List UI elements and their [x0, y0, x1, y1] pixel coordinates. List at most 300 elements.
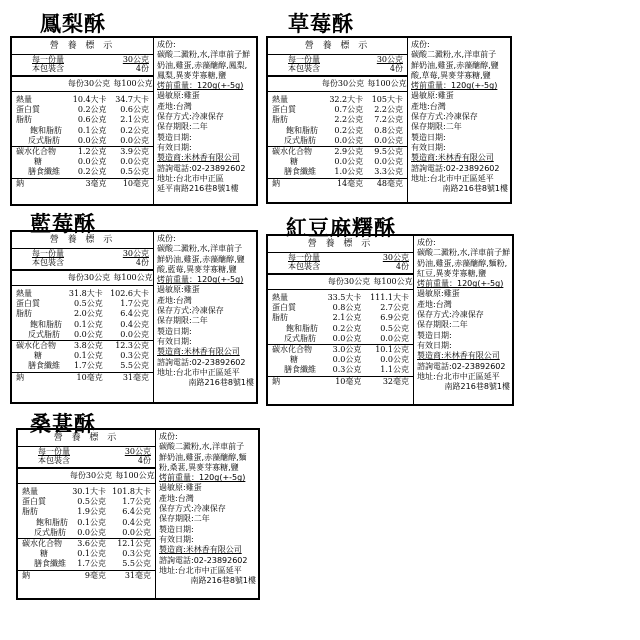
info-line: 烤前重量：120g(+-5g): [157, 81, 244, 91]
info-line: 粉,桑葚,異麥芽寡糖,鹽: [159, 462, 239, 472]
nutrient-row: [268, 95, 407, 105]
info-line: 南路216巷8號1樓: [188, 378, 254, 388]
nutrient-name: 蛋白質: [22, 497, 46, 507]
info-line: 奶油,雞蛋,赤藻醣醇,鳳梨,: [157, 60, 248, 70]
nutrient-name: 鈉: [268, 178, 324, 189]
per-serving-value: 0.1公克: [77, 549, 107, 559]
per-serving-value: 3毫克: [68, 178, 110, 189]
per-100g-value: 31毫克: [107, 372, 153, 383]
nutrient-name: 碳水化合物: [268, 345, 323, 356]
nutrient-row: [12, 361, 153, 372]
per-100g-value: 0.0公克: [122, 527, 151, 537]
per-100g-value: 9.5公克: [367, 147, 407, 158]
per-serving-value: 1.7公克: [73, 361, 103, 371]
info-line: 保存方式:冷凍保存: [417, 310, 484, 320]
nutrient-row: [12, 136, 153, 147]
per-100g-value: 0.0公克: [374, 157, 403, 167]
servings-row: 本包裝含 4份: [288, 262, 409, 271]
per-serving-value: 0.6公克: [77, 115, 107, 125]
nutrient-name: 糖: [290, 355, 298, 365]
product-title: 草莓酥: [288, 11, 354, 36]
per-100g-value: 0.5公克: [380, 323, 409, 333]
per-100g-value: 6.9公克: [380, 313, 409, 323]
column-header: 每份30公克 每100公克: [268, 77, 407, 92]
serving-size-row: 每一份量 30公克: [32, 55, 149, 64]
nutrient-row: [12, 115, 153, 125]
per-100g-value: 111.1大卡: [370, 293, 409, 302]
per-100g-value: 34.7大卡: [115, 95, 149, 104]
nutrient-row: [12, 320, 153, 330]
nutrient-row: [12, 351, 153, 361]
nutrient-row: [268, 345, 413, 356]
per-serving-value: 0.1公克: [73, 351, 103, 361]
nutrient-name: 碳水化合物: [12, 341, 66, 352]
nutrient-name: 脂肪: [272, 313, 288, 323]
nutrient-row: [12, 372, 153, 383]
per-serving-value: 0.0公克: [332, 333, 362, 343]
info-line: 南路216巷8號1樓: [190, 576, 256, 586]
nutrition-panel: [12, 38, 154, 204]
nutrient-row: [268, 303, 413, 313]
per-serving-value: 2.1公克: [332, 313, 362, 323]
per-100g-value: 0.0公克: [380, 355, 409, 365]
nutrient-name: 碳水化合物: [268, 147, 324, 158]
nutrient-row: [12, 309, 153, 319]
info-line: 製造日期:: [411, 132, 446, 142]
info-line: 奶油,雞蛋,赤藻醣醇,麵粉,: [417, 258, 508, 268]
servings-row: 本包裝含 4份: [32, 64, 149, 73]
per-100g-value: 3.9公克: [111, 147, 153, 158]
info-line: 烤前重量：120g(+-5g): [157, 275, 244, 285]
per-100g-value: 0.3公克: [122, 549, 151, 559]
per-serving-value: 0.0公克: [334, 135, 364, 145]
info-line: 鮮奶油,雞蛋,赤藻醣醇,麵: [159, 452, 247, 462]
nutrient-name: 碳水化合物: [18, 539, 70, 550]
nutrient-row: [268, 334, 413, 345]
nutrient-row: [18, 539, 155, 550]
info-line: 有效日期:: [157, 142, 192, 152]
info-line: 諮詢電話:02-23892602: [157, 163, 246, 173]
servings-row: 本包裝含 4份: [38, 456, 151, 465]
nutrient-row: [268, 365, 413, 376]
product-info: [156, 430, 258, 598]
info-line: 製造日期:: [157, 326, 192, 336]
info-line: 南路216巷8號1樓: [444, 382, 510, 392]
nutrient-name: 反式脂肪: [28, 135, 60, 145]
per-serving-value: 0.0公克: [332, 355, 362, 365]
nutrient-name: 熱量: [16, 95, 32, 104]
per-100g-value: 0.8公克: [374, 125, 403, 135]
per-serving-value: 0.1公克: [73, 319, 103, 329]
info-line: 鮮奶油,雞蛋,赤藻醣醇,鹽: [157, 254, 245, 264]
per-serving-value: 14毫克: [324, 178, 367, 189]
nutrient-name: 脂肪: [272, 115, 288, 125]
per-100g-value: 0.4公克: [120, 319, 149, 329]
info-line: 產地:台灣: [417, 299, 452, 309]
info-line: 過敏原:雞蛋: [411, 91, 454, 101]
per-serving-value: 32.2大卡: [329, 95, 364, 104]
info-line: 碳酸二澱粉,水,洋車前子鮮: [157, 50, 251, 60]
info-line: 碳酸二澱粉,水,洋車前子: [157, 244, 243, 254]
per-100g-value: 0.4公克: [122, 517, 151, 527]
serving-size-row: 每一份量 30公克: [288, 253, 409, 262]
per-100g-value: 12.3公克: [107, 341, 153, 352]
nutrient-row: [12, 95, 153, 105]
servings-row: 本包裝含 4份: [288, 64, 403, 73]
info-line: 過敏原:雞蛋: [157, 285, 200, 295]
per-100g-value: 10毫克: [111, 178, 153, 189]
per-100g-value: 0.0公克: [380, 333, 409, 343]
nutrient-row: [268, 126, 407, 136]
per-serving-value: 3.0公克: [323, 345, 365, 356]
info-line: 酸,草莓,異麥芽寡糖,鹽: [411, 70, 491, 80]
info-line: 產地:台灣: [157, 295, 192, 305]
per-serving-value: 1.7公克: [77, 559, 107, 569]
per-100g-value: 31毫克: [110, 570, 155, 581]
per-100g-value: 0.0公克: [120, 135, 149, 145]
nutrient-name: 蛋白質: [272, 303, 296, 313]
mulberry-cake-label: [16, 408, 260, 600]
nutrition-heading: 營 養 標 示: [18, 430, 155, 447]
info-line: 成份:: [159, 432, 178, 441]
info-line: 成份:: [411, 40, 430, 49]
nutrient-row: [12, 147, 153, 158]
nutrient-row: [12, 289, 153, 299]
info-line: 諮詢電話:02-23892602: [159, 555, 248, 565]
info-line: 保存方式:冷凍保存: [159, 504, 226, 514]
per-100g-value: 5.5公克: [120, 361, 149, 371]
per-serving-value: 10毫克: [323, 376, 365, 387]
nutrient-name: 飽和脂肪: [36, 517, 68, 527]
info-line: 酸,藍莓,異麥芽寡糖,鹽: [157, 264, 237, 274]
per-100g-value: 12.1公克: [110, 539, 155, 550]
product-info: [414, 236, 512, 404]
per-serving-value: 0.8公克: [332, 303, 362, 313]
nutrient-row: [268, 115, 407, 125]
per-serving-value: 0.1公克: [77, 125, 107, 135]
per-100g-value: 2.2公克: [374, 105, 403, 115]
nutrition-heading: 營 養 標 示: [268, 38, 407, 55]
nutrient-name: 蛋白質: [16, 105, 40, 115]
per-serving-value: 0.2公克: [334, 125, 364, 135]
info-line: 製造商:米林香有限公司: [411, 153, 494, 163]
nutrient-row: [268, 157, 407, 167]
per-100g-value: 1.1公克: [380, 365, 409, 375]
per-serving-value: 1.9公克: [77, 507, 107, 517]
nutrient-name: 熱量: [272, 293, 288, 302]
per-100g-value: 1.7公克: [122, 497, 151, 507]
info-line: 製造日期:: [417, 330, 452, 340]
nutrient-row: [18, 528, 155, 539]
info-line: 鮮奶油,雞蛋,赤藻醣醇,鹽: [411, 60, 499, 70]
per-100g-value: 32毫克: [365, 376, 413, 387]
per-serving-value: 0.0公克: [73, 329, 103, 339]
nutrition-heading: 營 養 標 示: [12, 38, 153, 55]
info-line: 成份:: [157, 40, 176, 49]
per-serving-value: 2.9公克: [324, 147, 367, 158]
nutrient-row: [12, 105, 153, 115]
info-line: 產地:台灣: [157, 101, 192, 111]
per-serving-value: 0.2公克: [332, 323, 362, 333]
info-line: 過敏原:雞蛋: [159, 483, 202, 493]
info-line: 紅豆,異麥芽寡糖,鹽: [417, 268, 487, 278]
servings-row: 本包裝含 4份: [32, 258, 149, 267]
nutrient-name: 膳食纖維: [284, 365, 316, 375]
nutrient-row: [268, 167, 407, 178]
info-line: 保存期限:二年: [411, 122, 462, 132]
nutrient-name: 反式脂肪: [284, 135, 316, 145]
info-line: 保存期限:二年: [157, 316, 208, 326]
per-100g-value: 102.6大卡: [110, 289, 149, 298]
info-line: 碳酸二澱粉,水,洋車前子: [411, 50, 497, 60]
info-line: 諮詢電話:02-23892602: [417, 361, 506, 371]
info-line: 成份:: [417, 238, 436, 247]
per-serving-value: 33.5大卡: [327, 293, 362, 302]
nutrient-row: [18, 518, 155, 528]
per-100g-value: 1.7公克: [120, 299, 149, 309]
red-bean-mochi-cake-label: [266, 212, 514, 406]
per-serving-value: 1.0公克: [334, 167, 364, 177]
nutrient-row: [268, 147, 407, 158]
nutrient-name: 膳食纖維: [28, 361, 60, 371]
info-line: 製造商:米林香有限公司: [159, 545, 242, 555]
blueberry-cake-label: [10, 208, 258, 404]
column-header: 每份30公克 每100公克: [12, 77, 153, 92]
label-frame: [266, 36, 512, 204]
nutrient-name: 飽和脂肪: [30, 125, 62, 135]
nutrient-row: [268, 313, 413, 323]
nutrition-table: [268, 95, 407, 189]
info-line: 製造日期:: [157, 132, 192, 142]
nutrient-row: [12, 157, 153, 167]
column-header: 每份30公克 每100公克: [268, 275, 413, 290]
info-line: 產地:台灣: [411, 101, 446, 111]
per-serving-value: 3.6公克: [70, 539, 110, 550]
per-serving-value: 0.2公克: [77, 167, 107, 177]
nutrient-row: [12, 341, 153, 352]
info-line: 過敏原:雞蛋: [417, 289, 460, 299]
product-info: [408, 38, 510, 202]
per-100g-value: 0.2公克: [120, 125, 149, 135]
per-100g-value: 10.1公克: [365, 345, 413, 356]
product-info: [154, 38, 256, 204]
nutrition-table: [12, 95, 153, 189]
info-line: 過敏原:雞蛋: [157, 91, 200, 101]
info-line: 保存期限:二年: [157, 122, 208, 132]
per-serving-value: 10.4大卡: [72, 95, 107, 104]
info-line: 烤前重量：120g(+-5g): [411, 81, 498, 91]
per-100g-value: 6.4公克: [120, 309, 149, 319]
nutrient-row: [268, 136, 407, 147]
per-100g-value: 0.3公克: [120, 351, 149, 361]
per-serving-value: 0.2公克: [77, 105, 107, 115]
per-serving-value: 2.2公克: [334, 115, 364, 125]
nutrient-name: 反式脂肪: [284, 333, 316, 343]
serving-size-row: 每一份量 30公克: [38, 447, 151, 456]
pineapple-cake-label: [10, 8, 258, 206]
per-100g-value: 0.6公克: [120, 105, 149, 115]
per-serving-value: 0.5公克: [73, 299, 103, 309]
nutrient-name: 反式脂肪: [28, 329, 60, 339]
info-line: 碳酸二澱粉,水,洋車前子鮮: [417, 248, 511, 258]
per-100g-value: 0.5公克: [120, 167, 149, 177]
nutrient-row: [12, 126, 153, 136]
per-serving-value: 1.2公克: [68, 147, 110, 158]
per-serving-value: 0.3公克: [332, 365, 362, 375]
info-line: 保存期限:二年: [159, 514, 210, 524]
product-info: [154, 232, 256, 402]
info-line: 地址:台北市中正區: [157, 173, 224, 183]
nutrient-row: [18, 507, 155, 517]
nutrient-row: [268, 324, 413, 334]
per-serving-value: 0.5公克: [77, 497, 107, 507]
info-line: 成份:: [157, 234, 176, 243]
nutrient-name: 鈉: [18, 570, 70, 581]
per-100g-value: 2.7公克: [380, 303, 409, 313]
serving-size-row: 每一份量 30公克: [32, 249, 149, 258]
label-frame: [10, 36, 258, 206]
nutrient-name: 鈉: [12, 372, 66, 383]
nutrient-name: 膳食纖維: [284, 167, 316, 177]
nutrient-name: 蛋白質: [16, 299, 40, 309]
label-frame: [16, 428, 260, 600]
nutrient-row: [18, 559, 155, 570]
info-line: 有效日期:: [417, 340, 452, 350]
nutrient-row: [18, 570, 155, 581]
nutrition-table: [18, 487, 155, 581]
info-line: 保存方式:冷凍保存: [411, 112, 478, 122]
nutrient-row: [268, 178, 407, 189]
info-line: 地址:台北市中正區延平: [159, 565, 242, 575]
per-100g-value: 0.0公克: [120, 329, 149, 339]
info-line: 製造商:米林香有限公司: [157, 347, 240, 357]
nutrient-name: 膳食纖維: [34, 559, 66, 569]
nutrient-name: 飽和脂肪: [286, 125, 318, 135]
nutrient-row: [268, 376, 413, 387]
nutrition-panel: [18, 430, 156, 598]
nutrition-panel: [12, 232, 154, 402]
label-frame: [266, 234, 514, 406]
per-serving-value: 30.1大卡: [72, 487, 107, 496]
nutrient-name: 熱量: [272, 95, 288, 104]
info-line: 延平南路216巷8號1樓: [157, 184, 239, 194]
info-line: 製造日期:: [159, 524, 194, 534]
nutrient-name: 膳食纖維: [28, 167, 60, 177]
nutrient-name: 脂肪: [22, 507, 38, 517]
info-line: 保存方式:冷凍保存: [157, 112, 224, 122]
nutrient-name: 熱量: [16, 289, 32, 298]
nutrient-row: [12, 178, 153, 189]
nutrient-row: [18, 497, 155, 507]
per-serving-value: 0.0公克: [77, 157, 107, 167]
serving-size-row: 每一份量 30公克: [288, 55, 403, 64]
per-100g-value: 0.0公克: [374, 135, 403, 145]
info-line: 地址:台北市中正區延平: [411, 173, 494, 183]
per-100g-value: 48毫克: [367, 178, 407, 189]
info-line: 鳳梨,異麥芽寡糖,鹽: [157, 70, 227, 80]
label-frame: [10, 230, 258, 404]
nutrition-panel: [268, 38, 408, 202]
product-title: 紅豆麻糬酥: [286, 215, 396, 240]
nutrient-row: [12, 330, 153, 341]
info-line: 保存期限:二年: [417, 320, 468, 330]
per-serving-value: 0.0公克: [77, 527, 107, 537]
per-100g-value: 5.5公克: [122, 559, 151, 569]
nutrition-heading: 營 養 標 示: [12, 232, 153, 249]
info-line: 製造商:米林香有限公司: [157, 153, 240, 163]
nutrient-row: [12, 299, 153, 309]
nutrient-name: 蛋白質: [272, 105, 296, 115]
nutrient-row: [268, 293, 413, 303]
nutrition-panel: [268, 236, 414, 404]
info-line: 碳酸二澱粉,水,洋車前子: [159, 442, 245, 452]
info-line: 產地:台灣: [159, 493, 194, 503]
nutrient-name: 飽和脂肪: [286, 323, 318, 333]
info-line: 地址:台北市中正區延平: [157, 367, 240, 377]
per-100g-value: 6.4公克: [122, 507, 151, 517]
per-serving-value: 0.1公克: [77, 517, 107, 527]
info-line: 諮詢電話:02-23892602: [157, 357, 246, 367]
nutrient-row: [268, 105, 407, 115]
per-serving-value: 0.0公克: [77, 135, 107, 145]
per-serving-value: 0.7公克: [334, 105, 364, 115]
column-header: 每份30公克 每100公克: [12, 271, 153, 286]
nutrient-name: 脂肪: [16, 309, 32, 319]
nutrition-table: [12, 289, 153, 383]
info-line: 地址:台北市中正區延平: [417, 371, 500, 381]
per-100g-value: 3.3公克: [374, 167, 403, 177]
strawberry-cake-label: [266, 8, 512, 204]
per-100g-value: 0.0公克: [120, 157, 149, 167]
per-serving-value: 9毫克: [70, 570, 110, 581]
nutrient-name: 鈉: [268, 376, 323, 387]
info-line: 烤前重量：120g(+-5g): [417, 279, 504, 289]
per-100g-value: 101.8大卡: [112, 487, 151, 496]
nutrition-heading: 營 養 標 示: [268, 236, 413, 253]
nutrient-name: 糖: [290, 157, 298, 167]
per-serving-value: 10毫克: [66, 372, 107, 383]
product-title: 鳳梨酥: [40, 11, 106, 36]
per-100g-value: 2.1公克: [120, 115, 149, 125]
info-line: 諮詢電話:02-23892602: [411, 163, 500, 173]
nutrient-name: 熱量: [22, 487, 38, 496]
per-serving-value: 31.8大卡: [68, 289, 103, 298]
info-line: 南路216巷8號1樓: [442, 184, 508, 194]
nutrient-row: [18, 549, 155, 559]
nutrient-name: 糖: [40, 549, 48, 559]
per-serving-value: 3.8公克: [66, 341, 107, 352]
nutrient-name: 飽和脂肪: [30, 319, 62, 329]
info-line: 烤前重量：120g(+-5g): [159, 473, 246, 483]
info-line: 有效日期:: [411, 142, 446, 152]
per-100g-value: 105大卡: [371, 95, 403, 104]
column-header: 每份30公克 每100公克: [18, 469, 155, 484]
info-line: 有效日期:: [157, 336, 192, 346]
info-line: 保存方式:冷凍保存: [157, 306, 224, 316]
nutrient-name: 反式脂肪: [34, 527, 66, 537]
nutrient-row: [18, 487, 155, 497]
nutrition-table: [268, 293, 413, 387]
per-100g-value: 7.2公克: [374, 115, 403, 125]
nutrient-row: [12, 167, 153, 178]
per-serving-value: 0.0公克: [334, 157, 364, 167]
info-line: 製造商:米林香有限公司: [417, 351, 500, 361]
product-title: 藍莓酥: [30, 211, 96, 236]
info-line: 有效日期:: [159, 534, 194, 544]
nutrient-name: 碳水化合物: [12, 147, 68, 158]
nutrient-name: 脂肪: [16, 115, 32, 125]
nutrient-name: 鈉: [12, 178, 68, 189]
